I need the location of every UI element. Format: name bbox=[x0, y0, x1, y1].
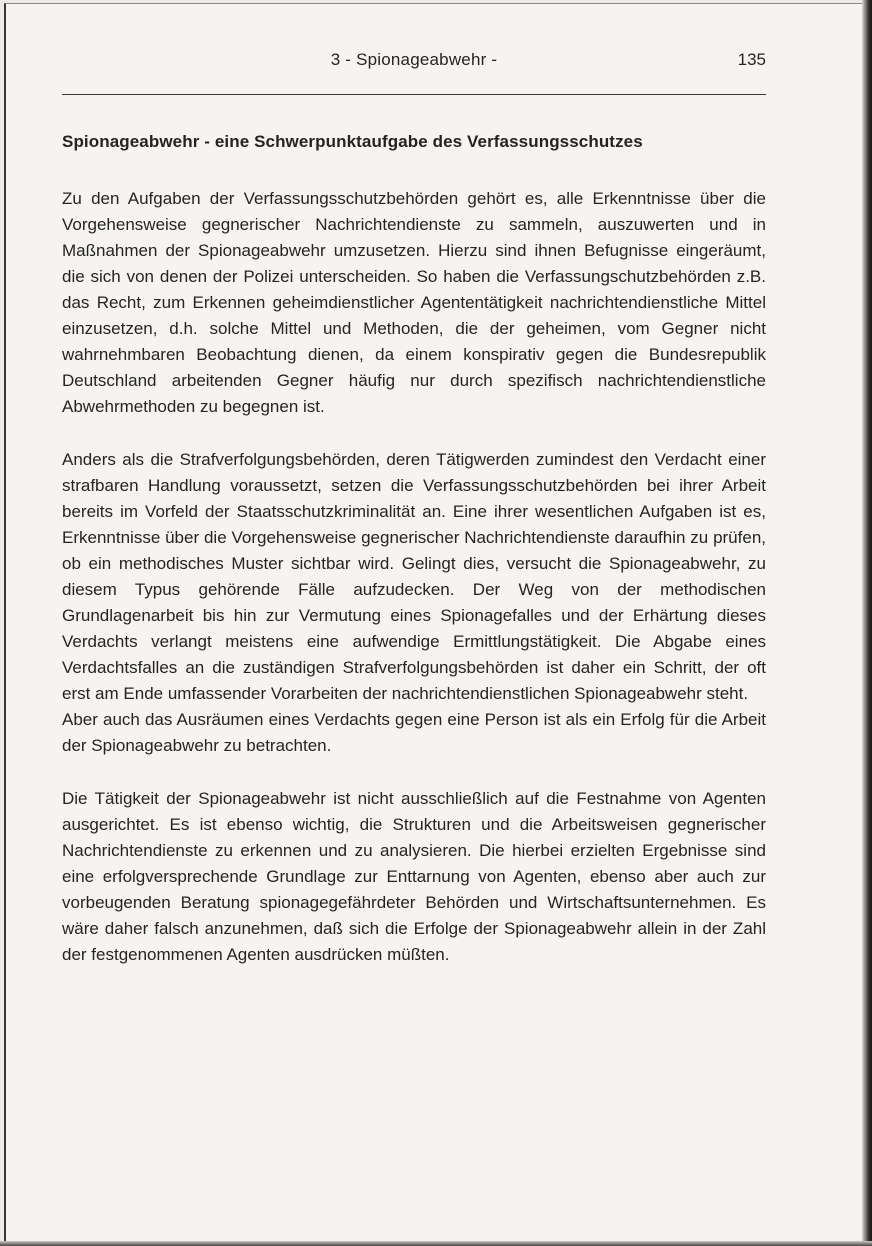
paragraph: Aber auch das Ausräumen eines Verdachts gegen eine Person ist als ein Erfolg für die Arbeit der Spionageabwehr zu betrachten. bbox=[62, 710, 766, 755]
page-body bbox=[62, 131, 766, 968]
scan-edge-bottom bbox=[0, 1241, 872, 1246]
header-rule bbox=[62, 94, 766, 95]
scan-edge-right bbox=[862, 0, 872, 1246]
paragraph: Die Tätigkeit der Spionageabwehr ist nicht ausschließlich auf die Festnahme von Agenten ausgerichtet. Es ist ebenso wichtig, die Strukturen und die Arbeitsweisen gegnerischer Nachrichtendienste zu erkennen und zu analysieren. Die hierbei erzielten Ergebnisse sind eine erfolgversprechende Grundlage zur Enttarnung von Agenten, ebenso aber auch zur vorbeugenden Beratung spionagegefährdeter Behörden und Wirtschaftsunternehmen. Es wäre daher falsch anzunehmen, daß sich die Erfolge der Spionageabwehr allein in der Zahl der festgenommenen Agenten ausdrücken müßten. bbox=[62, 789, 766, 964]
paragraph: Zu den Aufgaben der Verfassungsschutzbehörden gehört es, alle Erkenntnisse über die Vorgehensweise gegnerischer Nachrichtendienste zu sammeln, auszuwerten und in Maßnahmen der Spionageabwehr umzusetzen. Hierzu sind ihnen Befugnisse eingeräumt, die sich von denen der Polizei unterscheiden. So haben die Verfassungschutzbehörden z.B. das Recht, zum Erkennen geheimdienstlicher Agententätigkeit nachrichtendienstliche Mittel einzusetzen, d.h. solche Mittel und Methoden, die der geheimen, vom Gegner nicht wahrnehmbaren Beobachtung dienen, da einem konspirativ gegen die Bundesrepublik Deutschland arbeitenden Gegner häufig nur durch spezifisch nachrichtendienstliche Abwehrmethoden zu begegnen ist. bbox=[62, 189, 766, 416]
page-number: 135 bbox=[737, 50, 766, 69]
paragraph: Anders als die Strafverfolgungsbehörden, deren Tätigwerden zumindest den Verdacht einer strafbaren Handlung voraussetzt, setzen die Verfassungsschutzbehörden bei ihrer Arbeit bereits im Vorfeld der Staatsschutzkriminalität an. Eine ihrer wesentlichen Aufgaben ist es, Erkenntnisse über die Vorgehensweise gegnerischer Nachrichtendienste daraufhin zu prüfen, ob ein methodisches Muster sichtbar wird. Gelingt dies, versucht die Spionageabwehr, zu diesem Typus gehörende Fälle aufzudecken. Der Weg von der methodischen Grundlagenarbeit bis hin zur Vermutung eines Spionagefalles und der Erhärtung dieses Verdachts verlangt meistens eine aufwendige Ermittlungstätigkeit. Die Abgabe eines Verdachtsfalles an die zuständigen Strafverfolgungsbehörden ist daher ein Schritt, der oft erst am Ende umfassender Vorarbeiten der nachrichtendienstlichen Spionageabwehr steht. bbox=[62, 450, 766, 703]
running-head: 3 - Spionageabwehr - bbox=[330, 50, 498, 69]
page-header bbox=[62, 50, 766, 74]
section-title: Spionageabwehr - eine Schwerpunktaufgabe des Verfassungsschutzes bbox=[62, 132, 643, 151]
